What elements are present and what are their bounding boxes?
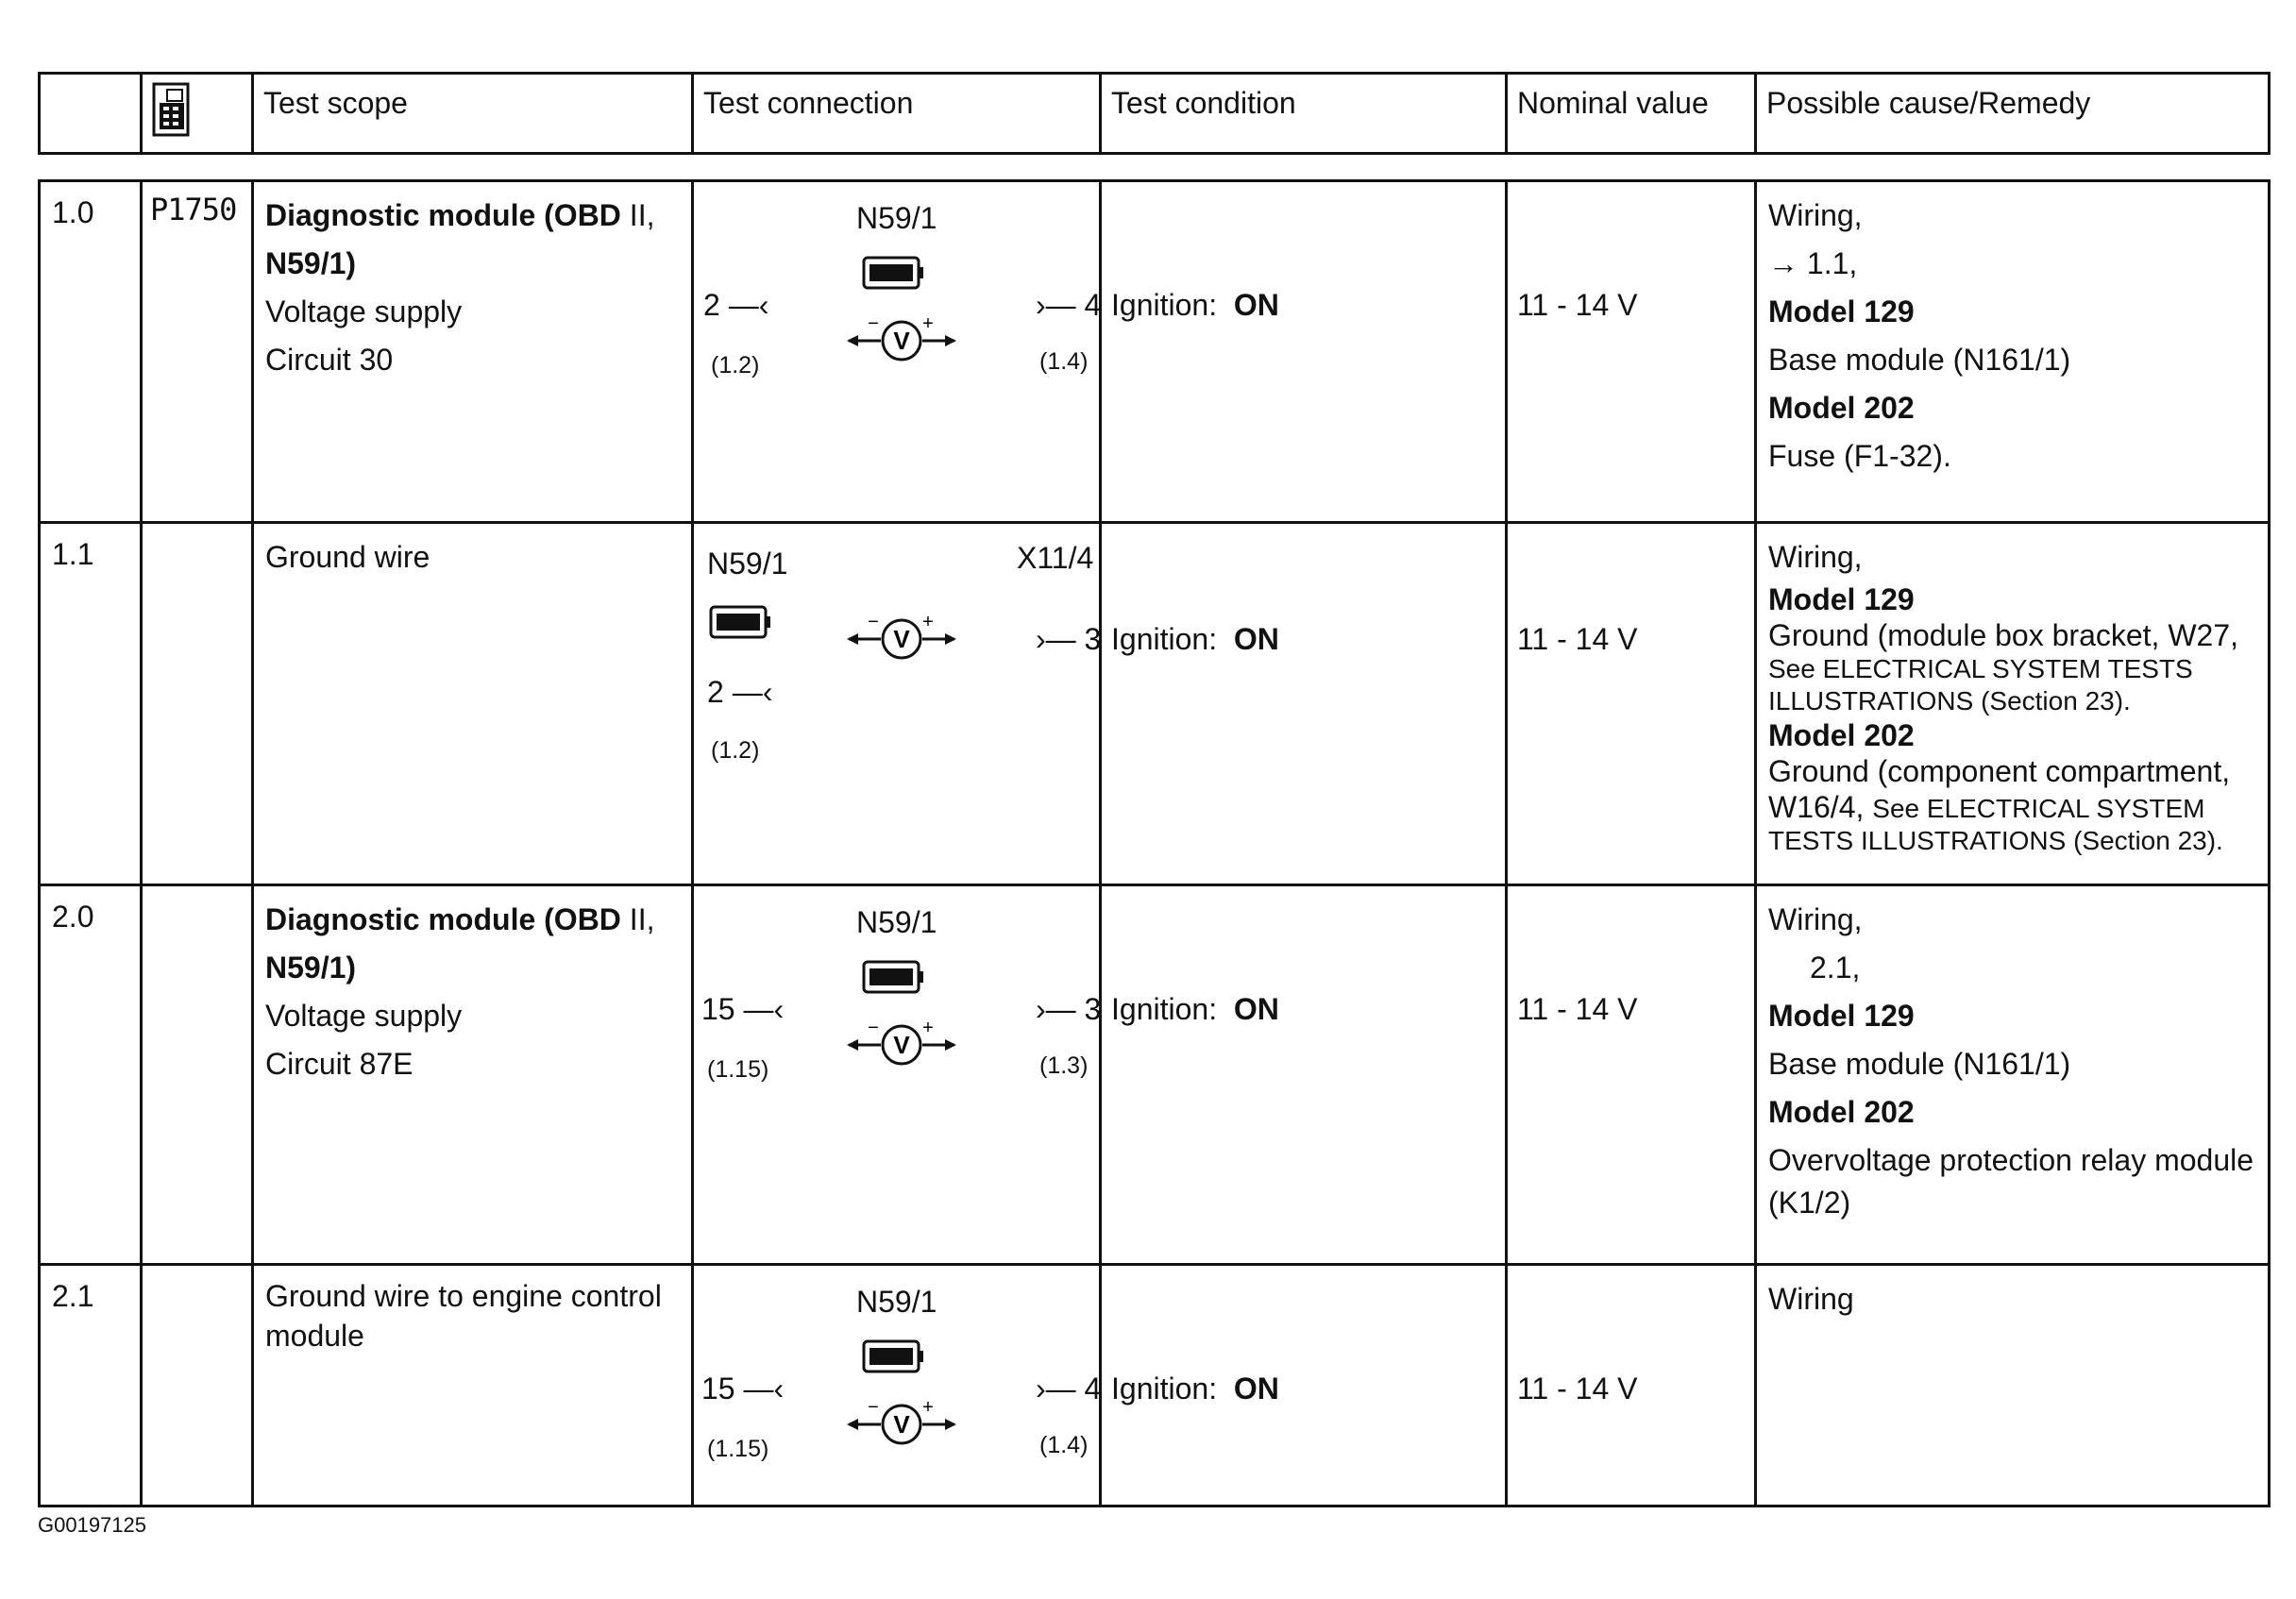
right-pin-ref: (1.4) bbox=[1039, 348, 1089, 375]
scope-desc: Voltage supply bbox=[265, 999, 463, 1033]
module-label: N59/1 bbox=[856, 1285, 937, 1319]
remedy-line: See ELECTRICAL SYSTEM TESTS bbox=[1768, 654, 2193, 683]
remedy-line: Ground (component compartment, bbox=[1768, 754, 2231, 788]
right-pin: 4 bbox=[1084, 288, 1102, 322]
scope-component: N59/1) bbox=[265, 246, 357, 280]
header-test-scope: Test scope bbox=[253, 74, 693, 154]
tester-icon bbox=[152, 82, 190, 137]
voltmeter-icon bbox=[845, 1020, 958, 1069]
possible-cause bbox=[1756, 1265, 2270, 1506]
condition-label: Ignition: bbox=[1111, 288, 1218, 322]
svg-text:−: − bbox=[868, 1400, 879, 1418]
remedy-line: Fuse (F1-32). bbox=[1768, 439, 1951, 473]
nominal-text: 11 - 14 V bbox=[1517, 622, 1638, 656]
nominal-value bbox=[1507, 181, 1756, 523]
header-test-condition: Test condition bbox=[1101, 74, 1507, 154]
right-pin: 3 bbox=[1084, 992, 1102, 1026]
remedy-line: 2.1, bbox=[1810, 951, 1861, 985]
svg-text:−: − bbox=[868, 614, 879, 632]
remedy-line: TESTS ILLUSTRATIONS (Section 23). bbox=[1768, 826, 2223, 855]
scope-title-suffix: II, bbox=[620, 902, 655, 936]
svg-text:−: − bbox=[868, 1020, 879, 1038]
left-pin: 2 bbox=[707, 675, 724, 709]
right-pin-ref: (1.3) bbox=[1039, 1052, 1089, 1079]
nominal-value bbox=[1507, 1265, 1756, 1506]
module-label: N59/1 bbox=[707, 547, 788, 581]
remedy-model: Model 129 bbox=[1768, 582, 1915, 616]
remedy-model: Model 129 bbox=[1768, 295, 1915, 328]
test-connection: N59/1 15 —‹ (1.15) ›— 4 (1.4) V − + bbox=[693, 1265, 1101, 1506]
test-condition bbox=[1101, 181, 1507, 523]
fault-code bbox=[142, 1265, 253, 1506]
svg-text:V: V bbox=[893, 1410, 910, 1439]
scope-title: Ground wire to engine control bbox=[265, 1279, 662, 1313]
remedy-line: W16/4, bbox=[1768, 790, 1865, 824]
left-pin-ref: (1.2) bbox=[711, 737, 760, 764]
possible-cause bbox=[1756, 523, 2270, 885]
test-scope bbox=[253, 885, 693, 1265]
header-test-connection: Test connection bbox=[693, 74, 1101, 154]
nominal-text: 11 - 14 V bbox=[1517, 992, 1638, 1026]
test-condition bbox=[1101, 885, 1507, 1265]
table-row bbox=[40, 181, 2270, 523]
condition-label: Ignition: bbox=[1111, 622, 1218, 656]
remedy-line: Ground (module box bracket, W27, bbox=[1768, 618, 2239, 652]
scope-title: Diagnostic module (OBD bbox=[265, 902, 621, 936]
condition-label: Ignition: bbox=[1111, 1372, 1218, 1405]
nominal-value bbox=[1507, 885, 1756, 1265]
left-pin-ref: (1.15) bbox=[707, 1056, 769, 1083]
left-pin: 2 bbox=[703, 288, 720, 322]
header-nominal-value: Nominal value bbox=[1507, 74, 1756, 154]
remedy-line: Wiring bbox=[1768, 1282, 1854, 1316]
svg-text:V: V bbox=[893, 327, 910, 355]
right-pin: 3 bbox=[1084, 622, 1102, 656]
left-pin: 15 bbox=[701, 992, 735, 1026]
right-pin-ref: (1.4) bbox=[1039, 1432, 1089, 1458]
test-table bbox=[38, 179, 2271, 1507]
header-possible-cause: Possible cause/Remedy bbox=[1756, 74, 2270, 154]
condition-label: Ignition: bbox=[1111, 992, 1218, 1026]
remedy-model: Model 202 bbox=[1768, 1095, 1915, 1129]
remedy-line: Base module (N161/1) bbox=[1768, 1047, 2071, 1081]
remedy-line: (K1/2) bbox=[1768, 1186, 1851, 1220]
possible-cause bbox=[1756, 181, 2270, 523]
left-pin-ref: (1.2) bbox=[711, 352, 760, 379]
connector-icon bbox=[709, 605, 771, 641]
test-condition bbox=[1101, 1265, 1507, 1506]
table-row bbox=[40, 1265, 2270, 1506]
ground-point-label: X11/4 bbox=[1017, 541, 1094, 575]
voltmeter-icon bbox=[845, 316, 958, 365]
remedy-line: Wiring, bbox=[1768, 902, 1863, 936]
row-number: 2.0 bbox=[40, 885, 142, 1265]
test-scope bbox=[253, 523, 693, 885]
remedy-line: ILLUSTRATIONS (Section 23). bbox=[1768, 686, 2131, 715]
test-scope bbox=[253, 1265, 693, 1506]
remedy-line: See ELECTRICAL SYSTEM bbox=[1872, 794, 2205, 823]
condition-value: ON bbox=[1233, 992, 1279, 1026]
connector-icon bbox=[862, 256, 924, 292]
condition-value: ON bbox=[1233, 1372, 1279, 1405]
possible-cause bbox=[1756, 885, 2270, 1265]
svg-text:+: + bbox=[922, 1020, 934, 1038]
test-scope bbox=[253, 181, 693, 523]
remedy-model: Model 202 bbox=[1768, 718, 1915, 752]
left-pin: 15 bbox=[701, 1372, 735, 1405]
remedy-model: Model 129 bbox=[1768, 999, 1915, 1033]
test-connection: N59/1 2 —‹ (1.2) ›— 4 (1.4) V − + bbox=[693, 181, 1101, 523]
condition-value: ON bbox=[1233, 288, 1279, 322]
test-connection: N59/1 15 —‹ (1.15) ›— 3 (1.3) V − + bbox=[693, 885, 1101, 1265]
row-number: 1.1 bbox=[40, 523, 142, 885]
row-number: 2.1 bbox=[40, 1265, 142, 1506]
header-table bbox=[38, 72, 2271, 155]
table-row bbox=[40, 885, 2270, 1265]
header-row bbox=[40, 74, 2270, 154]
svg-text:+: + bbox=[922, 614, 934, 632]
fault-code bbox=[142, 523, 253, 885]
test-condition bbox=[1101, 523, 1507, 885]
scope-circuit: Circuit 87E bbox=[265, 1047, 414, 1081]
scope-circuit: Circuit 30 bbox=[265, 343, 394, 377]
nominal-text: 11 - 14 V bbox=[1517, 288, 1638, 322]
fault-code: P1750 bbox=[142, 181, 253, 523]
nominal-text: 11 - 14 V bbox=[1517, 1372, 1638, 1405]
remedy-line: Base module (N161/1) bbox=[1768, 343, 2071, 377]
remedy-line: → 1.1, bbox=[1768, 246, 1858, 280]
left-pin-ref: (1.15) bbox=[707, 1436, 769, 1462]
test-connection: N59/1 X11/4 2 —‹ (1.2) ›— 3 V − + bbox=[693, 523, 1101, 885]
row-number: 1.0 bbox=[40, 181, 142, 523]
right-pin: 4 bbox=[1084, 1372, 1102, 1405]
svg-text:V: V bbox=[893, 625, 910, 653]
figure-id: G00197125 bbox=[38, 1513, 146, 1537]
nominal-value bbox=[1507, 523, 1756, 885]
svg-text:+: + bbox=[922, 1400, 934, 1418]
svg-text:+: + bbox=[922, 316, 934, 334]
scope-component: N59/1) bbox=[265, 951, 357, 985]
connector-icon bbox=[862, 960, 924, 996]
header-code bbox=[142, 74, 253, 154]
voltmeter-icon bbox=[845, 614, 958, 664]
module-label: N59/1 bbox=[856, 905, 937, 939]
scope-title-suffix: II, bbox=[620, 198, 655, 232]
remedy-line: Wiring, bbox=[1768, 540, 1863, 574]
table-row bbox=[40, 523, 2270, 885]
scope-title: Diagnostic module (OBD bbox=[265, 198, 621, 232]
scope-title-cont: module bbox=[265, 1319, 364, 1353]
scope-desc: Voltage supply bbox=[265, 295, 463, 328]
voltmeter-icon bbox=[845, 1400, 958, 1449]
svg-text:−: − bbox=[868, 316, 879, 334]
header-no bbox=[40, 74, 142, 154]
svg-text:V: V bbox=[893, 1031, 910, 1059]
remedy-line: Overvoltage protection relay module bbox=[1768, 1143, 2254, 1177]
condition-value: ON bbox=[1233, 622, 1279, 656]
scope-title: Ground wire bbox=[265, 540, 430, 574]
connector-icon bbox=[862, 1339, 924, 1375]
remedy-model: Model 202 bbox=[1768, 391, 1915, 425]
fault-code bbox=[142, 885, 253, 1265]
remedy-line: Wiring, bbox=[1768, 198, 1863, 232]
module-label: N59/1 bbox=[856, 201, 937, 235]
